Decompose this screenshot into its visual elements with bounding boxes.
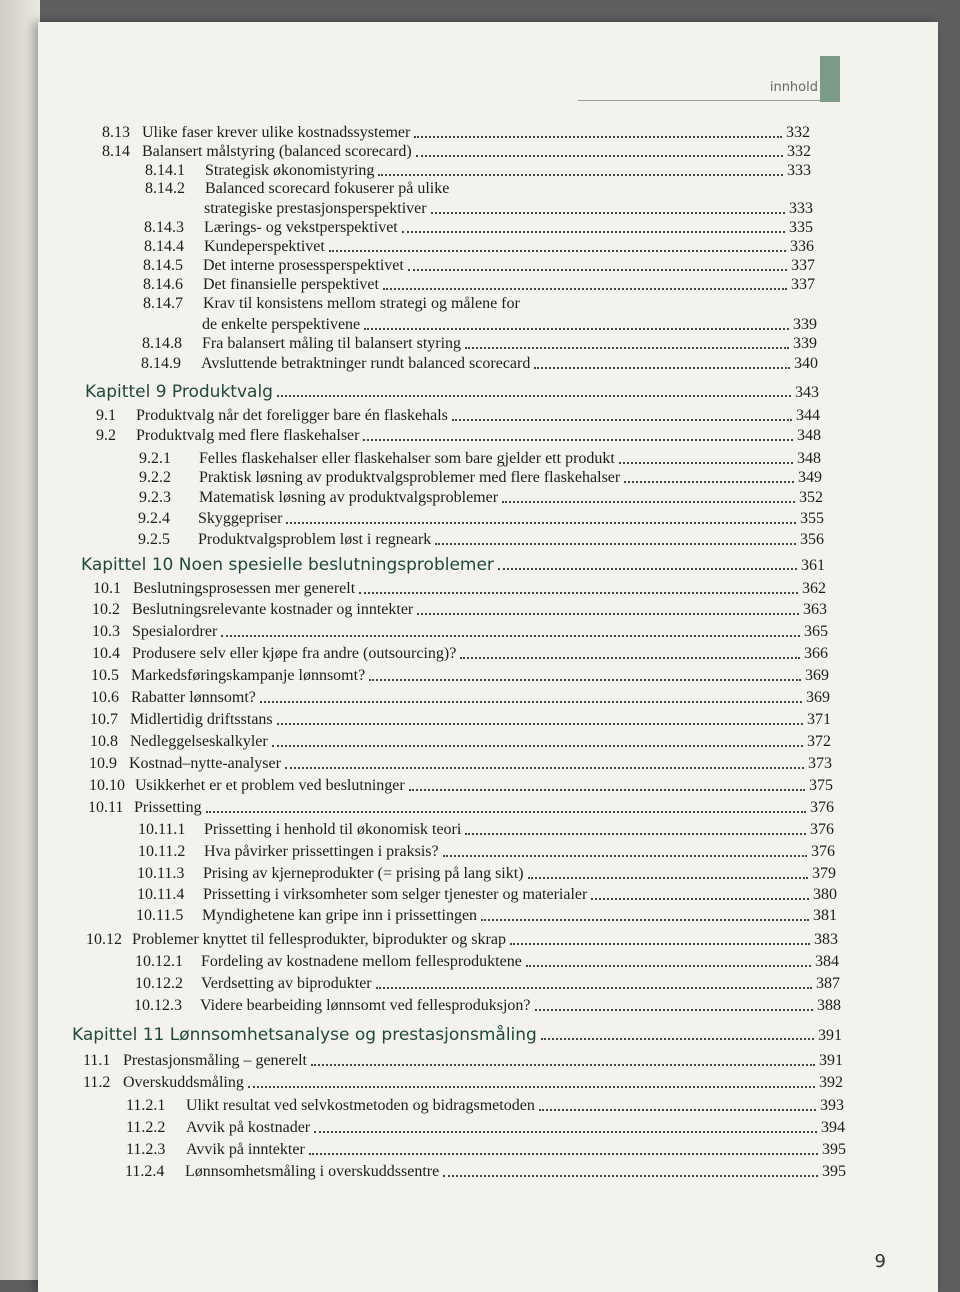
toc-entry-number: 8.14.2 [145, 180, 185, 197]
toc-entry-number: 10.3 [92, 623, 120, 640]
toc-page-number: 388 [817, 997, 841, 1014]
toc-entry-number: 11.1 [83, 1052, 111, 1069]
toc-chapter-entry [85, 382, 819, 402]
dot-leader [369, 679, 801, 681]
dot-leader [591, 898, 809, 900]
dot-leader [409, 789, 805, 791]
running-header: innhold [769, 80, 818, 95]
dot-leader [481, 919, 809, 921]
page-number: 9 [874, 1251, 886, 1272]
toc-entry-title: Hva påvirker prissettingen i praksis? [204, 843, 439, 860]
toc-entry [93, 580, 826, 598]
toc-entry-title: Avvik på inntekter [186, 1141, 305, 1158]
toc-entry-title: Felles flaskehalser eller flaskehalser som bare gjelder ett produkt [199, 450, 615, 467]
toc-page-number: 384 [815, 953, 839, 970]
toc-entry [98, 335, 817, 353]
toc-page-number: 365 [804, 623, 828, 640]
toc-entry-title: Produktvalgsproblem løst i regneark [198, 531, 432, 548]
toc-entry-title: Usikkerhet er et problem ved beslutninger [135, 777, 405, 794]
toc-page-number: 340 [794, 355, 818, 372]
toc-entry-number: 10.11.5 [136, 907, 184, 924]
toc-entry-number: 11.2 [83, 1074, 111, 1091]
toc-entry [82, 1097, 844, 1115]
toc-entry-number: 8.14 [102, 143, 130, 160]
toc-entry-title: Prising av kjerneprodukter (= prising på lang sikt) [203, 865, 524, 882]
toc-entry [90, 711, 831, 729]
toc-page-number: 373 [808, 755, 832, 772]
toc-entry [101, 162, 811, 180]
toc-entry-title: Myndighetene kan gripe inn i prissettingen [202, 907, 478, 924]
toc-entry-title: Rabatter lønnsomt? [131, 689, 256, 706]
toc-entry [92, 623, 828, 641]
toc-entry-title: Det finansielle perspektivet [203, 276, 379, 293]
toc-entry [100, 219, 813, 237]
toc-page-number: 335 [789, 219, 813, 236]
toc-entry-title: Krav til konsistens mellom strategi og målene for [203, 295, 520, 312]
toc-page-number: 363 [803, 601, 827, 618]
toc-entry [91, 667, 829, 685]
toc-entry-number: 10.11 [88, 799, 124, 816]
toc-page-number: 369 [805, 667, 829, 684]
toc-entry [87, 865, 836, 883]
toc-page-number: 349 [798, 469, 822, 486]
toc-page-number: 332 [786, 124, 810, 141]
toc-entry [102, 124, 810, 142]
toc-entry-number: 10.12.1 [135, 953, 183, 970]
toc-entry-title: Fordeling av kostnadene mellom fellesproduktene [201, 953, 522, 970]
book-page [38, 22, 938, 1292]
toc-entry-title: Nedleggelseskalkyler [130, 733, 268, 750]
dot-leader [502, 501, 795, 503]
toc-entry-number: 11.2.2 [126, 1119, 166, 1136]
toc-entry-number: 10.9 [89, 755, 117, 772]
toc-entry-title: Prissetting i virksomheter som selger tjenester og materialer [203, 886, 588, 903]
toc-entry [82, 1141, 846, 1159]
toc-entry-number: 8.14.5 [143, 257, 183, 274]
toc-entry-number: 10.12 [86, 931, 122, 948]
toc-page-number: 348 [797, 450, 821, 467]
toc-entry-title: Videre bearbeiding lønnsomt ved fellesproduksjon? [200, 997, 531, 1014]
toc-page-number: 391 [819, 1052, 843, 1069]
dot-leader [329, 250, 786, 252]
toc-entry-number: 10.10 [89, 777, 125, 794]
toc-entry-number: 11.2.3 [126, 1141, 166, 1158]
toc-entry-number: 9.2.2 [139, 469, 171, 486]
toc-page-number: 348 [797, 427, 821, 444]
toc-entry [100, 200, 813, 218]
dot-leader [465, 347, 789, 349]
dot-leader [402, 231, 785, 233]
dot-leader [272, 745, 803, 747]
dot-leader [376, 987, 812, 989]
toc-entry [95, 489, 823, 507]
toc-entry [88, 843, 835, 861]
dot-leader [277, 723, 803, 725]
toc-page-number: 339 [793, 335, 817, 352]
dot-leader [277, 395, 791, 397]
toc-entry [99, 295, 816, 313]
toc-page-number: 361 [801, 557, 825, 574]
dot-leader [443, 855, 807, 857]
dot-leader [285, 767, 804, 769]
toc-page-number: 393 [820, 1097, 844, 1114]
toc-entry [90, 733, 831, 751]
toc-entry [91, 689, 830, 707]
toc-entry [96, 407, 820, 425]
toc-entry-number: 8.14.8 [142, 335, 182, 352]
header-tab-marker [820, 56, 840, 102]
toc-page-number: 362 [802, 580, 826, 597]
dot-leader [435, 543, 796, 545]
toc-entry-title: Prissetting [134, 799, 202, 816]
toc-entry-title: Fra balansert måling til balansert styring [202, 335, 462, 352]
toc-entry-title: Strategisk økonomistyring [205, 162, 375, 179]
dot-leader [541, 1038, 814, 1040]
toc-page-number: 333 [789, 200, 813, 217]
toc-entry-title: Avsluttende betraktninger rundt balanced scorecard [201, 355, 531, 372]
dot-leader [528, 877, 808, 879]
dot-leader [539, 1109, 816, 1111]
toc-page-number: 332 [787, 143, 811, 160]
toc-page-number: 379 [812, 865, 836, 882]
dot-leader [378, 174, 783, 176]
toc-entry-title: Kapittel 9 Produktvalg [85, 382, 273, 402]
toc-entry-title: Prissetting i henhold til økonomisk teori [204, 821, 462, 838]
dot-leader [431, 212, 785, 214]
header-rule [578, 100, 820, 101]
toc-entry-title: Prestasjonsmåling – generelt [123, 1052, 307, 1069]
dot-leader [535, 1009, 813, 1011]
toc-entry [88, 821, 834, 839]
toc-entry-number: 9.2 [96, 427, 116, 444]
toc-page-number: 352 [799, 489, 823, 506]
toc-page-number: 383 [814, 931, 838, 948]
toc-entry-title: Balansert målstyring (balanced scorecard) [142, 143, 412, 160]
toc-entry-title: Avvik på kostnader [186, 1119, 311, 1136]
toc-entry [88, 799, 834, 817]
toc-chapter-entry [72, 1025, 842, 1045]
toc-page-number: 333 [787, 162, 811, 179]
toc-entry-number: 10.11.4 [137, 886, 185, 903]
toc-entry-number: 9.2.3 [139, 489, 171, 506]
toc-entry-number: 10.5 [91, 667, 119, 684]
toc-entry-title: Problemer knyttet til fellesprodukter, biprodukter og skrap [132, 931, 506, 948]
toc-entry-number: 8.14.3 [144, 219, 184, 236]
toc-entry-title: Overskuddsmåling [123, 1074, 244, 1091]
toc-entry-title: Lønnsomhetsmåling i overskuddssentre [185, 1163, 440, 1180]
toc-page-number: 381 [813, 907, 837, 924]
toc-entry-number: 10.11.1 [138, 821, 186, 838]
toc-entry-title: Beslutningsrelevante kostnader og inntekter [132, 601, 414, 618]
toc-entry-number: 10.12.2 [135, 975, 183, 992]
toc-page-number: 339 [793, 316, 817, 333]
toc-page-number: 376 [810, 799, 834, 816]
toc-entry-number: 10.8 [90, 733, 118, 750]
toc-entry [100, 238, 814, 256]
toc-entry [95, 469, 822, 487]
toc-entry-title: Produsere selv eller kjøpe fra andre (outsourcing)? [132, 645, 457, 662]
dot-leader [248, 1086, 815, 1088]
toc-entry [87, 886, 837, 904]
toc-page-number: 372 [807, 733, 831, 750]
toc-entry-title: Skyggepriser [198, 510, 283, 527]
toc-entry-title: Det interne prosessperspektivet [203, 257, 404, 274]
toc-entry-title: Spesialordrer [132, 623, 218, 640]
toc-entry [81, 1163, 846, 1181]
toc-entry-title: Lærings- og vekstperspektivet [204, 219, 398, 236]
dot-leader [619, 462, 793, 464]
dot-leader [309, 1153, 818, 1155]
toc-entry-number: 8.14.4 [144, 238, 184, 255]
dot-leader [364, 328, 789, 330]
dot-leader [408, 269, 787, 271]
toc-entry-title: Praktisk løsning av produktvalgsproblemer med flere flaskehalser [199, 469, 621, 486]
dot-leader [286, 522, 796, 524]
toc-page-number: 356 [800, 531, 824, 548]
dot-leader [221, 635, 800, 637]
toc-page-number: 376 [811, 843, 835, 860]
toc-entry-number: 10.1 [93, 580, 121, 597]
toc-entry-title: de enkelte perspektivene [202, 316, 361, 333]
toc-entry [98, 316, 817, 334]
dot-leader [383, 288, 787, 290]
toc-page-number: 392 [819, 1074, 843, 1091]
toc-entry-title: Markedsføringskampanje lønnsomt? [131, 667, 366, 684]
toc-page-number: 337 [791, 276, 815, 293]
toc-entry [97, 355, 818, 373]
dot-leader [311, 1064, 815, 1066]
toc-entry-title: Beslutningsprosessen mer generelt [133, 580, 356, 597]
toc-entry-number: 10.12.3 [134, 997, 182, 1014]
toc-entry [99, 257, 815, 275]
toc-entry-title: Kundeperspektivet [204, 238, 325, 255]
toc-entry [96, 427, 821, 445]
toc-entry-title: Produktvalg når det foreligger bare én flaskehals [136, 407, 448, 424]
toc-page-number: 336 [790, 238, 814, 255]
toc-entry [82, 1119, 845, 1137]
toc-entry-title: Verdsetting av biprodukter [201, 975, 372, 992]
dot-leader [534, 367, 790, 369]
toc-entry-number: 10.11.3 [137, 865, 185, 882]
toc-entry-number: 9.2.5 [138, 531, 170, 548]
toc-entry-number: 8.14.9 [141, 355, 181, 372]
toc-entry-title: strategiske prestasjonsperspektiver [204, 200, 427, 217]
dot-leader [414, 136, 782, 138]
toc-page-number: 369 [806, 689, 830, 706]
toc-page-number: 375 [809, 777, 833, 794]
toc-entry [86, 907, 837, 925]
toc-page-number: 395 [822, 1163, 846, 1180]
toc-page-number: 376 [810, 821, 834, 838]
toc-entry-title: Matematisk løsning av produktvalgsproblemer [199, 489, 499, 506]
dot-leader [363, 439, 793, 441]
toc-page-number: 355 [800, 510, 824, 527]
previous-page-edge [0, 0, 40, 1280]
toc-page-number: 344 [796, 407, 820, 424]
toc-entry [95, 450, 821, 468]
toc-entry-title: Kapittel 10 Noen spesielle beslutningsproblemer [81, 555, 494, 575]
toc-entry-number: 9.2.1 [139, 450, 171, 467]
toc-entry-number: 8.14.1 [145, 162, 185, 179]
toc-entry-number: 8.14.6 [143, 276, 183, 293]
toc-entry [94, 531, 824, 549]
toc-chapter-entry [81, 555, 825, 575]
dot-leader [314, 1131, 817, 1133]
dot-leader [510, 943, 810, 945]
toc-entry [89, 755, 832, 773]
toc-entry [83, 1074, 843, 1092]
toc-entry [92, 645, 828, 663]
toc-entry [85, 953, 839, 971]
toc-entry [101, 180, 812, 198]
toc-entry-number: 10.4 [92, 645, 120, 662]
toc-entry-title: Ulike faser krever ulike kostnadssystemer [142, 124, 411, 141]
toc-entry [84, 997, 841, 1015]
toc-entry [94, 510, 824, 528]
dot-leader [465, 833, 806, 835]
toc-entry-title: Produktvalg med flere flaskehalser [136, 427, 360, 444]
toc-entry-title: Ulikt resultat ved selvkostmetoden og bidragsmetoden [186, 1097, 535, 1114]
dot-leader [443, 1175, 818, 1177]
dot-leader [206, 811, 806, 813]
toc-entry-title: Midlertidig driftsstans [130, 711, 273, 728]
toc-page-number: 371 [807, 711, 831, 728]
toc-page-number: 343 [795, 384, 819, 401]
toc-entry [102, 143, 811, 161]
toc-page-number: 394 [821, 1119, 845, 1136]
dot-leader [260, 701, 802, 703]
toc-entry-number: 10.2 [92, 601, 120, 618]
toc-entry [89, 777, 833, 795]
toc-page-number: 337 [791, 257, 815, 274]
dot-leader [416, 155, 783, 157]
toc-entry [85, 975, 840, 993]
toc-page-number: 380 [813, 886, 837, 903]
toc-entry-number: 9.2.4 [138, 510, 170, 527]
dot-leader [624, 481, 794, 483]
toc-page-number: 395 [822, 1141, 846, 1158]
dot-leader [460, 657, 800, 659]
toc-entry-number: 9.1 [96, 407, 116, 424]
dot-leader [526, 965, 811, 967]
toc-entry-number: 10.6 [91, 689, 119, 706]
toc-entry [86, 931, 838, 949]
toc-entry-title: Kostnad–nytte-analyser [129, 755, 281, 772]
dot-leader [417, 613, 799, 615]
toc-entry [83, 1052, 843, 1070]
toc-entry-title: Balanced scorecard fokuserer på ulike [205, 180, 450, 197]
dot-leader [498, 568, 797, 570]
toc-entry-number: 8.13 [102, 124, 130, 141]
toc-page-number: 391 [818, 1027, 842, 1044]
toc-page-number: 387 [816, 975, 840, 992]
toc-entry-number: 11.2.4 [125, 1163, 165, 1180]
toc-entry [92, 601, 827, 619]
toc-entry-number: 8.14.7 [143, 295, 183, 312]
toc-entry [99, 276, 815, 294]
toc-entry-number: 10.11.2 [138, 843, 186, 860]
dot-leader [452, 419, 792, 421]
toc-entry-number: 10.7 [90, 711, 118, 728]
toc-entry-number: 11.2.1 [126, 1097, 166, 1114]
toc-page-number: 366 [804, 645, 828, 662]
toc-entry-title: Kapittel 11 Lønnsomhetsanalyse og prestasjonsmåling [72, 1025, 537, 1045]
dot-leader [359, 592, 798, 594]
